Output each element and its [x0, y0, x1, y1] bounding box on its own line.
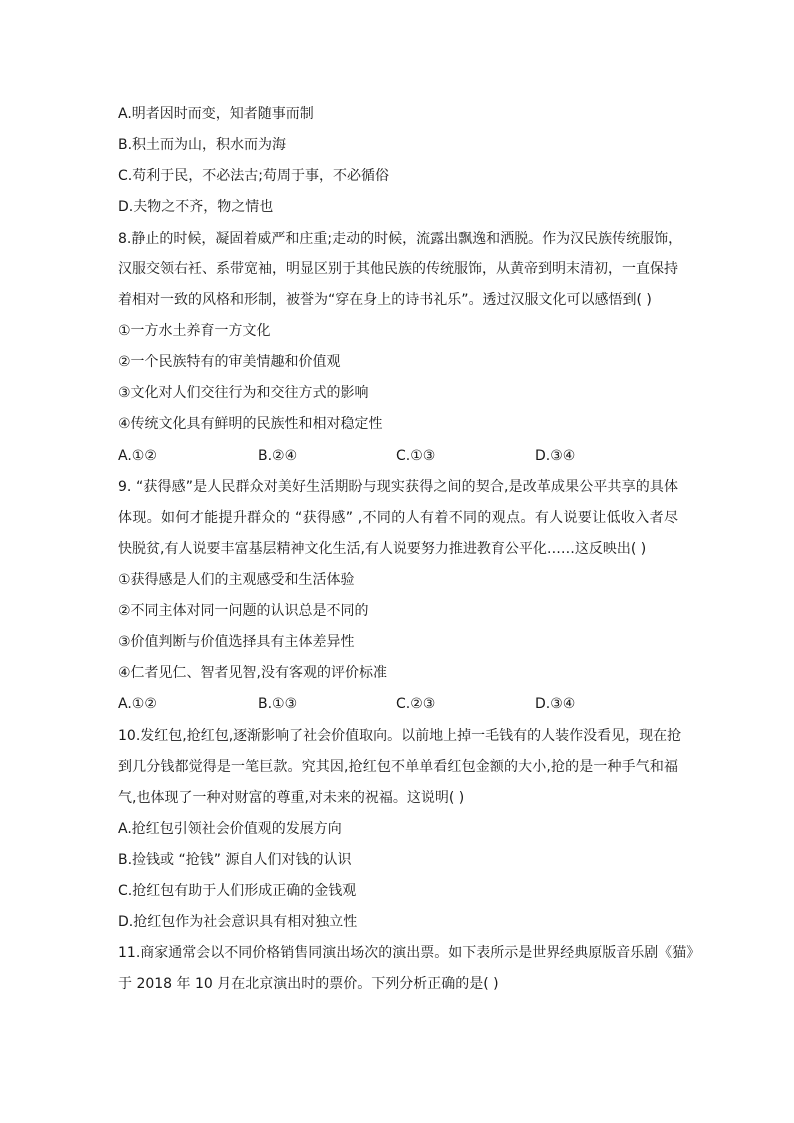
q9-choice-b: B.①③ [258, 696, 298, 712]
q7-option-a: A.明者因时而变，知者随事而制 [118, 106, 314, 122]
q9-item-1: ①获得感是人们的主观感受和生活体验 [118, 572, 355, 588]
q9-choice-d: D.③④ [535, 696, 576, 712]
q9-choice-a: A.①② [118, 696, 157, 712]
q11-stem-line-2: 于 2018 年 10 月在北京演出时的票价。下列分析正确的是( ) [118, 976, 499, 992]
q7-option-c: C.苟利于民，不必法古;苟周于事，不必循俗 [118, 168, 389, 184]
q11-stem-line-1: 11.商家通常会以不同价格销售同演出场次的演出票。如下表所示是世界经典原版音乐剧《猫》 [118, 945, 701, 961]
q8-choices [118, 446, 678, 466]
q9-choice-c: C.②③ [396, 696, 436, 712]
q8-item-2: ②一个民族特有的审美情趣和价值观 [118, 354, 341, 370]
q8-stem-line-3: 着相对一致的风格和形制，被誉为“穿在身上的诗书礼乐”。透过汉服文化可以感悟到( ) [118, 292, 652, 308]
q9-stem-line-2: 体现。如何才能提升群众的 “获得感” ,不同的人有着不同的观点。有人说要让低收入者尽 [118, 510, 678, 526]
q8-stem-line-1: 8.静止的时候，凝固着威严和庄重;走动的时候，流露出飘逸和洒脱。作为汉民族传统服饰， [118, 231, 683, 247]
q7-option-b: B.积土而为山，积水而为海 [118, 137, 287, 153]
q9-choices [118, 694, 678, 714]
q7-option-d: D.夫物之不齐，物之情也 [118, 199, 274, 215]
q10-option-b: B.捡钱或 “抢钱” 源自人们对钱的认识 [118, 852, 352, 868]
q8-item-4: ④传统文化具有鲜明的民族性和相对稳定性 [118, 416, 383, 432]
q8-item-1: ①一方水土养育一方文化 [118, 323, 271, 339]
q10-option-a: A.抢红包引领社会价值观的发展方向 [118, 821, 342, 837]
q9-item-2: ②不同主体对同一问题的认识总是不同的 [118, 603, 369, 619]
q8-choice-d: D.③④ [535, 448, 576, 464]
q8-choice-a: A.①② [118, 448, 157, 464]
q9-item-3: ③价值判断与价值选择具有主体差异性 [118, 634, 355, 650]
q9-stem-line-3: 快脱贫,有人说要丰富基层精神文化生活,有人说要努力推进教育公平化……这反映出( ) [118, 541, 647, 557]
q8-stem-line-2: 汉服交领右衽、系带宽袖，明显区别于其他民族的传统服饰，从黄帝到明末清初，一直保持 [118, 261, 678, 277]
q10-stem-line-2: 到几分钱都觉得是一笔巨款。究其因,抢红包不单单看红包金额的大小,抢的是一种手气和福 [118, 759, 678, 775]
q8-choice-c: C.①③ [396, 448, 436, 464]
q8-choice-b: B.②④ [258, 448, 298, 464]
q10-option-c: C.抢红包有助于人们形成正确的金钱观 [118, 883, 357, 899]
q9-stem-line-1: 9. “获得感”是人民群众对美好生活期盼与现实获得之间的契合,是改革成果公平共享的具体 [118, 479, 678, 495]
q10-stem-line-3: 气,也体现了一种对财富的尊重,对未来的祝福。这说明( ) [118, 790, 465, 806]
q10-stem-line-1: 10.发红包,抢红包,逐渐影响了社会价值取向。以前地上掉一毛钱有的人装作没看见，现在抢 [118, 728, 682, 744]
q10-option-d: D.抢红包作为社会意识具有相对独立性 [118, 914, 358, 930]
q9-item-4: ④仁者见仁、智者见智,没有客观的评价标准 [118, 665, 387, 681]
q8-item-3: ③文化对人们交往行为和交往方式的影响 [118, 385, 369, 401]
